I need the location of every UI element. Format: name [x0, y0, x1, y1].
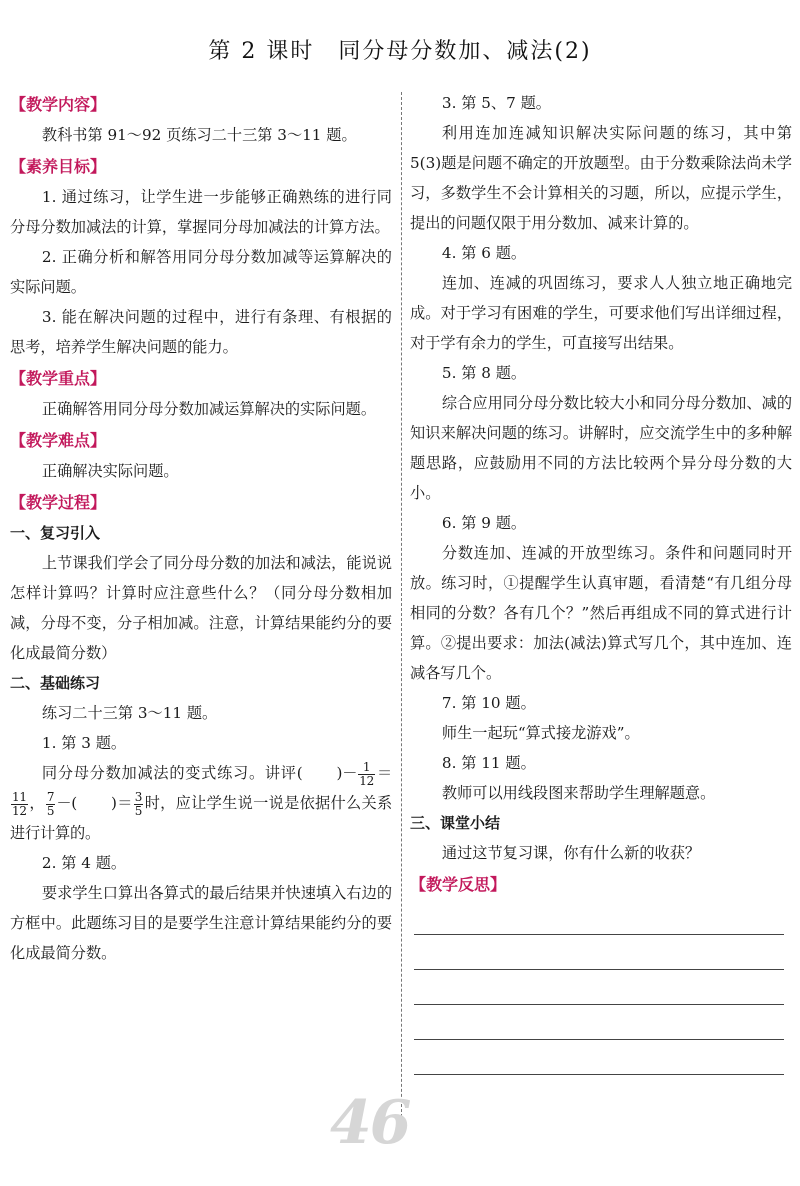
difficulty-text: 正确解决实际问题。: [41, 462, 179, 480]
heading-key-point: 【教学重点】: [10, 369, 107, 388]
item-8-text: 综合应用同分母分数比较大小和同分母分数加、减的知识来解决问题的练习。讲解时，应交流学生中的多种解题思路，应鼓励用不同的方法比较两个异分母分数的大小。: [410, 394, 792, 502]
item-8-label: 5. 第 8 题。: [441, 364, 527, 382]
basic-practice-text: 练习二十三第 3～11 题。: [41, 704, 218, 722]
section-summary: 三、课堂小结: [410, 814, 501, 832]
fraction-7-5: $\frac{7}{5}$: [46, 789, 55, 818]
writing-line: [414, 1040, 784, 1075]
column-divider: [401, 92, 402, 1132]
item-4-text: 要求学生口算出各算式的最后结果并快速填入右边的方框中。此题练习目的是要学生注意计算结果能约分的要化成最简分数。: [10, 884, 392, 962]
fraction-11-12: $\frac{11}{12}$: [12, 789, 27, 818]
writing-line: [414, 900, 784, 935]
page-title: 第 2 课时 同分母分数加、减法(2): [208, 39, 592, 64]
summary-text: 通过这节复习课，你有什么新的收获？: [441, 844, 701, 862]
heading-goals: 【素养目标】: [10, 157, 107, 176]
teaching-content-text: 教科书第 91～92 页练习二十三第 3～11 题。: [41, 126, 357, 144]
heading-difficulty: 【教学难点】: [10, 431, 107, 450]
item-3-text: 同分母分数加减法的变式练习。讲评( )－ $\frac{1}{12}$ ＝ $\frac{11}{12}$ ， $\frac{7}{5}$ －( )＝ $\frac{3}{5}$ 时，应让学生说一说是依据什么关系进行计算的。: [10, 759, 392, 842]
item-9-label: 6. 第 9 题。: [441, 514, 527, 532]
key-point-text: 正确解答用同分母分数加减运算解决的实际问题。: [41, 400, 377, 418]
item-6-text: 连加、连减的巩固练习，要求人人独立地正确地完成。对于学习有困难的学生，可要求他们写出详细过程，对于学有余力的学生，可直接写出结果。: [410, 274, 792, 352]
goal-3: 3. 能在解决问题的过程中，进行有条理、有根据的思考，培养学生解决问题的能力。: [10, 308, 392, 356]
item-10-text: 师生一起玩“算式接龙游戏”。: [441, 724, 640, 742]
section-basic-practice: 二、基础练习: [10, 674, 101, 692]
section-review: 一、复习引入: [10, 524, 101, 542]
page-number: 46: [330, 1088, 410, 1158]
writing-line: [414, 1005, 784, 1040]
item-9-text: 分数连加、连减的开放型练习。条件和问题同时开放。练习时，①提醒学生认真审题，看清楚“有几组分母相同的分数？各有几个？”然后再组成不同的算式进行计算。②提出要求：加法(减法)算式写几个，其中连加、连减各写几个。: [410, 544, 792, 682]
heading-process: 【教学过程】: [10, 493, 107, 512]
item-11-text: 教师可以用线段图来帮助学生理解题意。: [441, 784, 716, 802]
fraction-1-12: $\frac{1}{12}$: [359, 759, 375, 788]
item-5-7-text: 利用连加连减知识解决实际问题的练习，其中第 5(3)题是问题不确定的开放题型。由于分数乘除法尚未学习，多数学生不会计算相关的习题，所以，应提示学生，提出的问题仅限于用分数加、减来计算的。: [410, 124, 792, 232]
item-11-label: 8. 第 11 题。: [441, 754, 536, 772]
left-column: [10, 88, 392, 968]
heading-teaching-content: 【教学内容】: [10, 95, 107, 114]
item-10-label: 7. 第 10 题。: [441, 694, 536, 712]
writing-line: [414, 970, 784, 1005]
fraction-3-5: $\frac{3}{5}$: [134, 789, 143, 818]
goal-2: 2. 正确分析和解答用同分母分数加减等运算解决的实际问题。: [10, 248, 392, 296]
goal-1: 1. 通过练习，让学生进一步能够正确熟练的进行同分母分数加减法的计算，掌握同分母加减法的计算方法。: [10, 188, 392, 236]
item-6-label: 4. 第 6 题。: [441, 244, 527, 262]
item-5-7-label: 3. 第 5、7 题。: [441, 94, 551, 112]
reflection-writing-area: [410, 900, 792, 1075]
review-text: 上节课我们学会了同分母分数的加法和减法，能说说怎样计算吗？计算时应注意些什么？（同分母分数相加减，分母不变，分子相加减。注意，计算结果能约分的要化成最简分数）: [10, 554, 392, 662]
right-column: [410, 88, 792, 1075]
item-4-label: 2. 第 4 题。: [41, 854, 127, 872]
heading-reflection: 【教学反思】: [410, 875, 507, 894]
item-3-label: 1. 第 3 题。: [41, 734, 127, 752]
writing-line: [414, 935, 784, 970]
